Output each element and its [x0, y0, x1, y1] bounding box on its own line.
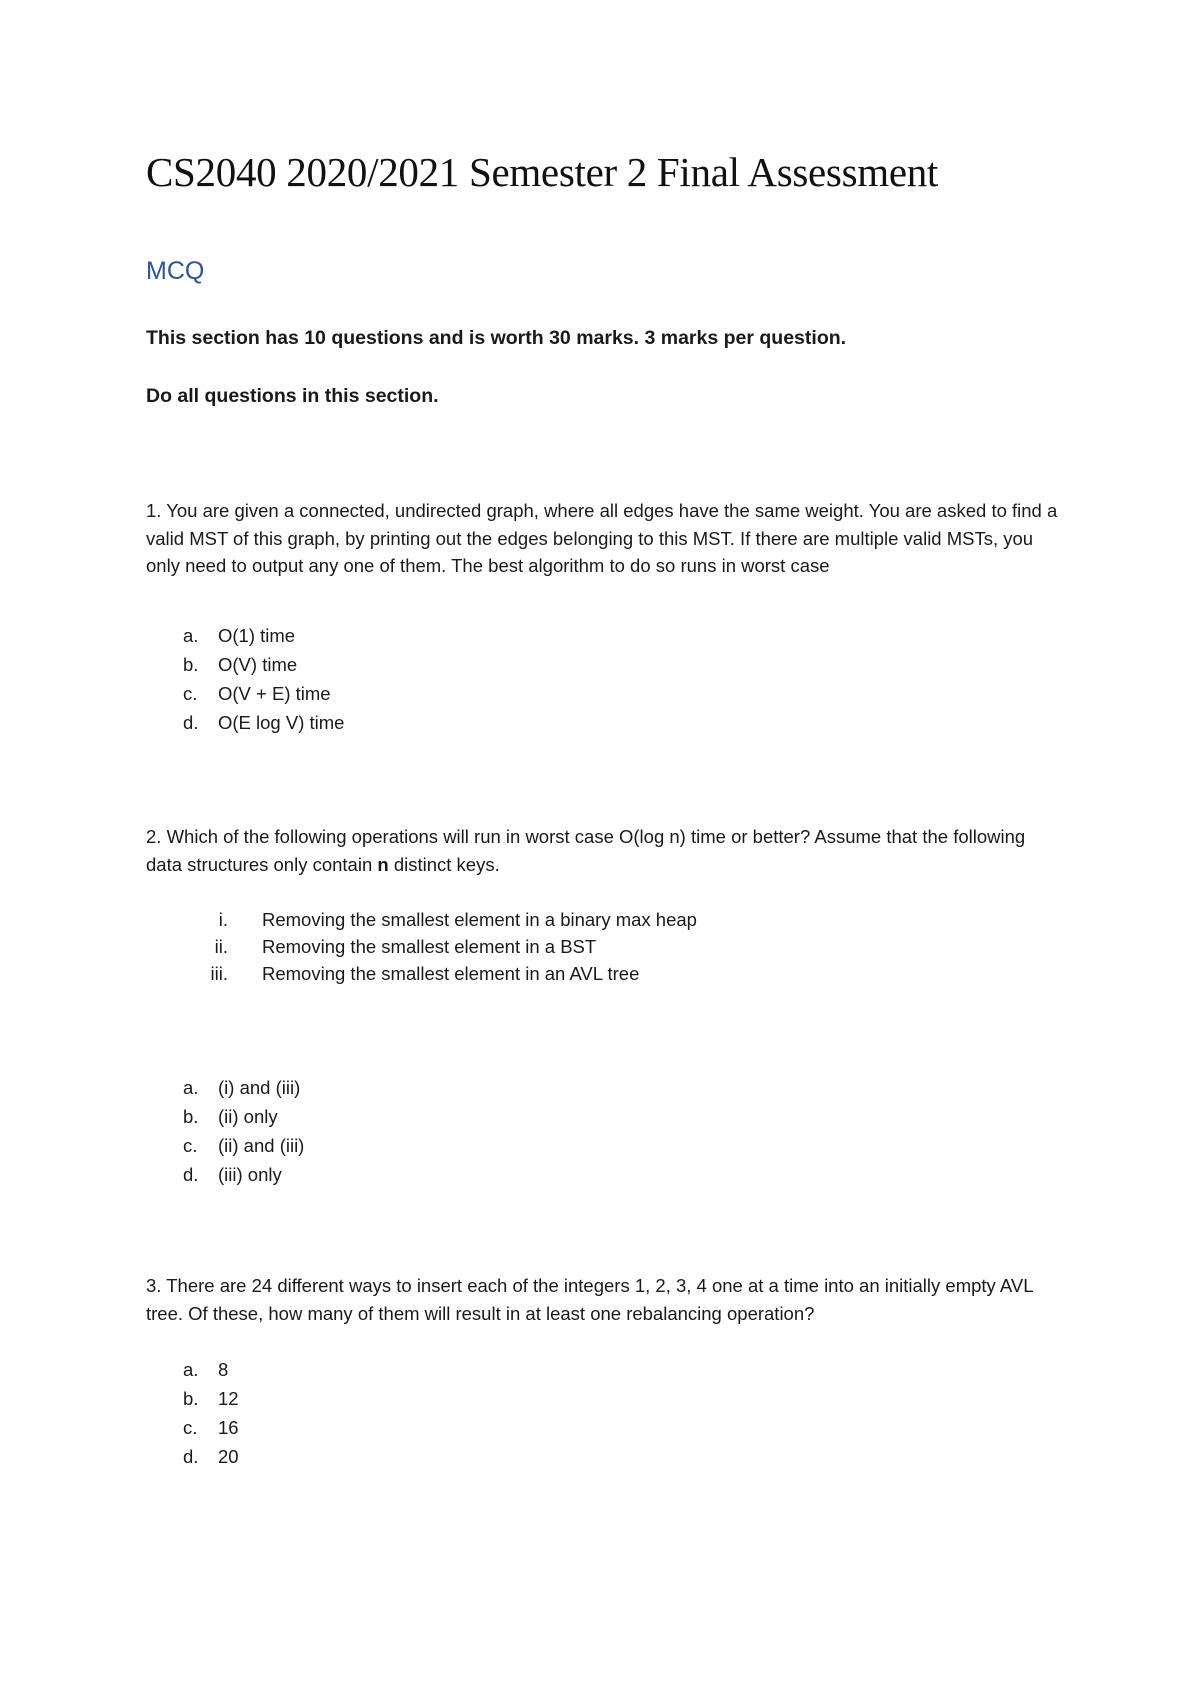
question-body: You are given a connected, undirected graph, where all edges have the same weight. You are asked to find a valid MST of this graph, by printing out the edges belonging to this MST. If there are multiple valid MSTs, you only need to output any one of them. The best algorithm to do so runs in worst case [146, 500, 1058, 576]
question-body-end: distinct keys. [388, 853, 500, 875]
option-letter: a. [183, 1077, 199, 1098]
page-title: CS2040 2020/2021 Semester 2 Final Assessment [146, 149, 939, 195]
section-instructions: This section has 10 questions and is worth 30 marks. 3 marks per question. [146, 327, 847, 349]
option-letter: d. [183, 712, 199, 733]
option-letter: c. [183, 1417, 198, 1438]
option-letter: b. [183, 1388, 199, 1409]
option-letter: b. [183, 1106, 199, 1127]
question-2-text [146, 823, 1066, 878]
option-text: 8 [218, 1359, 229, 1380]
option-letter: a. [183, 1359, 199, 1380]
statement-numeral: iii. [210, 963, 228, 984]
option-text: 12 [218, 1388, 239, 1409]
question-body-start: Which of the following operations will run in worst case O(log n) time or better? Assume that the following data structures only contain [146, 826, 1026, 875]
statement-text: Removing the smallest element in a binary max heap [262, 909, 697, 930]
option-letter: b. [183, 654, 199, 675]
question-3-text [146, 1272, 1066, 1327]
statement-numeral: ii. [214, 936, 228, 957]
question-number: 1. [146, 500, 162, 521]
option-text: (i) and (iii) [218, 1077, 301, 1098]
option-letter: d. [183, 1164, 199, 1185]
question-body-bold: n [377, 853, 389, 875]
option-text: O(E log V) time [218, 712, 345, 733]
option-letter: a. [183, 625, 199, 646]
question-number: 3. [146, 1275, 162, 1296]
section-heading: MCQ [146, 257, 205, 285]
option-letter: c. [183, 683, 198, 704]
option-text: 16 [218, 1417, 239, 1438]
option-text: (ii) and (iii) [218, 1135, 305, 1156]
question-number: 2. [146, 826, 162, 847]
option-letter: d. [183, 1446, 199, 1467]
option-letter: c. [183, 1135, 198, 1156]
statement-text: Removing the smallest element in a BST [262, 936, 597, 957]
option-text: (iii) only [218, 1164, 282, 1185]
option-text: O(1) time [218, 625, 296, 646]
option-text: O(V + E) time [218, 683, 331, 704]
option-text: O(V) time [218, 654, 298, 675]
statement-numeral: i. [218, 909, 228, 930]
section-directive: Do all questions in this section. [146, 385, 439, 407]
statement-text: Removing the smallest element in an AVL tree [262, 963, 640, 984]
option-text: (ii) only [218, 1106, 278, 1127]
question-body: There are 24 different ways to insert each of the integers 1, 2, 3, 4 one at a time into an initially empty AVL tree. Of these, how many of them will result in at least one rebalancing operation? [146, 1275, 1033, 1324]
question-1-text [146, 497, 1066, 580]
option-text: 20 [218, 1446, 239, 1467]
